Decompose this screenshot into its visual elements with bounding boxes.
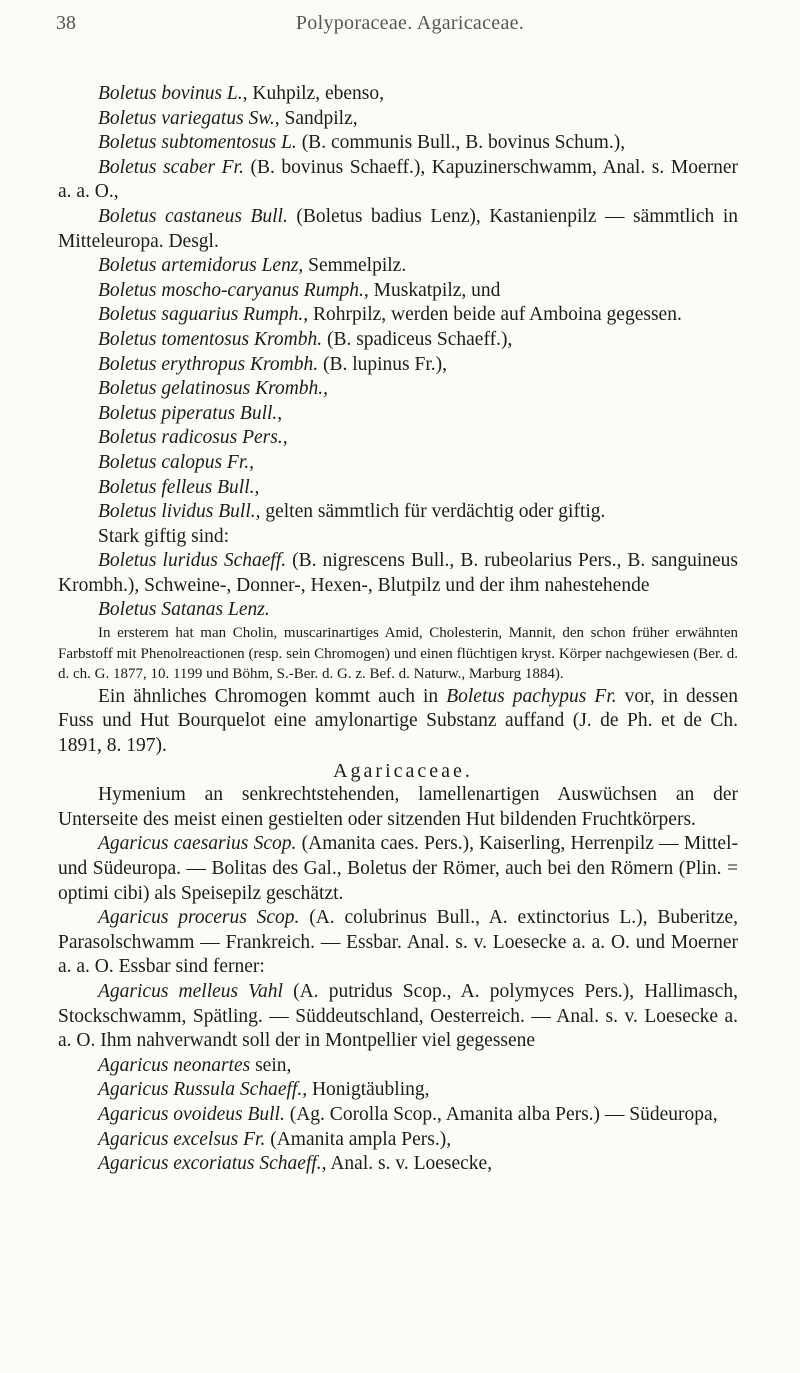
agaricus-melleus bbox=[58, 980, 738, 1054]
agaricus-neonartes bbox=[58, 1054, 738, 1079]
taxon-name: Boletus moscho-caryanus Rumph., bbox=[98, 279, 369, 301]
text-run: In ersterem hat man Cholin, muscarinartiges Amid, Cholesterin, Mannit, den schon früher erwähnten Farbstoff mit Phenolreactionen (resp. sein Chromogen) und einen flüchtigen kryst. Körper nachgewiesen (Ber. d. d. ch. G. 1877, 10. 1199 und Böhm, S.-Ber. d. G. z. Bef. d. Naturw., Marburg 1884). bbox=[58, 625, 738, 683]
taxon-name: Agaricus ovoideus Bull. bbox=[98, 1103, 285, 1125]
agaricus-procerus bbox=[58, 906, 738, 980]
boletus-lividus bbox=[58, 500, 738, 525]
boletus-artemidorus bbox=[58, 254, 738, 279]
taxon-name: Agaricus neonartes bbox=[98, 1054, 251, 1076]
text-run: (B. nigrescens Bull., B. rubeolarius Pers., B. sanguineus Krombh.), Schweine-, Donner-, Hexen-, Blutpilz und der ihm nahestehende bbox=[58, 550, 738, 596]
taxon-name: Boletus scaber Fr. bbox=[98, 156, 244, 178]
taxon-name: Agaricus excoriatus Schaeff., bbox=[98, 1153, 327, 1175]
taxon-name: Boletus variegatus Sw., bbox=[98, 107, 280, 129]
taxon-name: Boletus bovinus L. bbox=[98, 83, 243, 104]
chromogen bbox=[58, 685, 738, 759]
taxon-name: Boletus pachypus Fr. bbox=[446, 685, 617, 707]
taxon-name: Boletus tomentosus Krombh. bbox=[98, 328, 323, 350]
section-heading-agaricaceae bbox=[58, 759, 738, 784]
boletus-luridus bbox=[58, 549, 738, 598]
agaricus-excoriatus bbox=[58, 1152, 738, 1177]
text-run: Stark giftig sind: bbox=[98, 525, 230, 547]
boletus-variegatus bbox=[58, 107, 738, 132]
taxon-name: Boletus gelatinosus Krombh., bbox=[98, 378, 329, 400]
taxon-name: Agaricus excelsus Fr. bbox=[98, 1128, 266, 1150]
agaricus-excelsus bbox=[58, 1128, 738, 1153]
text-run: (Ag. Corolla Scop., Amanita alba Pers.) — Südeuropa, bbox=[284, 1103, 718, 1125]
agaricus-ovoideus bbox=[58, 1103, 738, 1128]
agaricus-russula bbox=[58, 1078, 738, 1103]
boletus-castaneus bbox=[58, 205, 738, 254]
text-run: gelten sämmtlich für verdächtig oder giftig. bbox=[260, 501, 606, 523]
text-run: (A. putridus Scop., A. polymyces Pers.), Hallimasch, Stockschwamm, Spätling. — Süddeutschland, Oesterreich. — Anal. s. v. Loesecke a. a. O. Ihm nahverwandt soll der in Montpellier viel gegessene bbox=[58, 980, 738, 1052]
text-run: (B. communis Bull., B. bovinus Schum.), bbox=[296, 132, 626, 154]
text-run: (B. spadiceus Schaeff.), bbox=[322, 328, 513, 350]
boletus-moscho-caryanus bbox=[58, 279, 738, 304]
taxon-name: Boletus radicosus Pers., bbox=[98, 427, 288, 449]
text-run: (Boletus badius Lenz), Kastanienpilz — sämmtlich in Mitteleuropa. Desgl. bbox=[58, 205, 738, 252]
taxon-name: Boletus Satanas Lenz. bbox=[98, 599, 270, 621]
page-header bbox=[56, 12, 744, 46]
taxon-name: Boletus piperatus Bull., bbox=[98, 402, 283, 424]
boletus-piperatus bbox=[58, 402, 738, 427]
boletus-satanas bbox=[58, 598, 738, 623]
taxon-name: Boletus luridus Schaeff. bbox=[98, 550, 287, 572]
text-run: Agaricaceae. bbox=[333, 759, 473, 782]
boletus-felleus bbox=[58, 476, 738, 501]
boletus-erythropus bbox=[58, 353, 738, 378]
note-cholin bbox=[58, 623, 738, 685]
text-run: Semmelpilz. bbox=[303, 255, 407, 277]
text-run: (A. colubrinus Bull., A. extinctorius L.), Buberitze, Parasolschwamm — Frankreich. — Essbar. Anal. s. v. Loesecke a. a. O. und Moerner a. a. O. Essbar sind ferner: bbox=[58, 907, 738, 978]
taxon-name: Boletus subtomentosus L. bbox=[98, 132, 297, 154]
text-run: Ein ähnliches Chromogen kommt auch in bbox=[98, 685, 447, 707]
boletus-radicosus bbox=[58, 426, 738, 451]
page-number: 38 bbox=[56, 12, 76, 34]
taxon-name: Agaricus Russula Schaeff., bbox=[98, 1079, 308, 1101]
text-run: Rohrpilz, werden beide auf Amboina gegessen. bbox=[308, 304, 682, 326]
taxon-name: Boletus lividus Bull., bbox=[98, 501, 261, 523]
text-run: Sandpilz, bbox=[279, 107, 358, 129]
text-run: Honigtäubling, bbox=[307, 1079, 430, 1101]
body-text bbox=[58, 82, 738, 1177]
agaricus-caesarius bbox=[58, 832, 738, 906]
taxon-name: Boletus saguarius Rumph., bbox=[98, 304, 309, 326]
taxon-name: Boletus erythropus Krombh. bbox=[98, 353, 319, 375]
taxon-name: Boletus calopus Fr., bbox=[98, 451, 254, 473]
taxon-name: Boletus artemidorus Lenz, bbox=[98, 255, 304, 277]
boletus-gelatinosus bbox=[58, 377, 738, 402]
boletus-tomentosus bbox=[58, 328, 738, 353]
text-run: sein, bbox=[250, 1054, 292, 1076]
text-run: Anal. s. v. Loesecke, bbox=[326, 1153, 493, 1175]
running-head: Polyporaceae. Agaricaceae. bbox=[295, 12, 525, 34]
boletus-scaber bbox=[58, 156, 738, 205]
taxon-name: Boletus castaneus Bull. bbox=[98, 205, 288, 227]
text-run: vor, in dessen Fuss und Hut Bourquelot eine amylonartige Substanz auffand (J. de Ph. et de Ch. 1891, 8. 197). bbox=[58, 685, 738, 757]
boletus-bovinus bbox=[58, 82, 738, 107]
taxon-name: Agaricus melleus Vahl bbox=[98, 980, 283, 1002]
text-run: (B. bovinus Schaeff.), Kapuzinerschwamm, Anal. s. Moerner a. a. O., bbox=[58, 156, 738, 203]
text-run: (Amanita caes. Pers.), Kaiserling, Herrenpilz — Mittel- und Südeuropa. — Bolitas des Gal., Boletus der Römer, auch bei den Römern (Plin. = optimi cibi) als Speisepilz geschätzt. bbox=[58, 833, 738, 904]
text-run: (Amanita ampla Pers.), bbox=[265, 1128, 452, 1150]
taxon-name: Agaricus caesarius Scop. bbox=[98, 833, 297, 855]
taxon-name: Agaricus procerus Scop. bbox=[98, 907, 300, 929]
boletus-saguarius bbox=[58, 303, 738, 328]
boletus-subtomentosus bbox=[58, 131, 738, 156]
text-run: Hymenium an senkrechtstehenden, lamellenartigen Auswüchsen an der Unterseite des meist einen gestielten oder sitzenden Hut bildenden Fruchtkörpers. bbox=[58, 784, 738, 830]
text-run: Muskatpilz, und bbox=[368, 279, 501, 301]
hymenium bbox=[58, 783, 738, 832]
boletus-calopus bbox=[58, 451, 738, 476]
stark-giftig bbox=[58, 525, 738, 550]
text-run: (B. lupinus Fr.), bbox=[318, 353, 448, 375]
text-run: , Kuhpilz, ebenso, bbox=[242, 83, 384, 104]
taxon-name: Boletus felleus Bull., bbox=[98, 476, 260, 498]
